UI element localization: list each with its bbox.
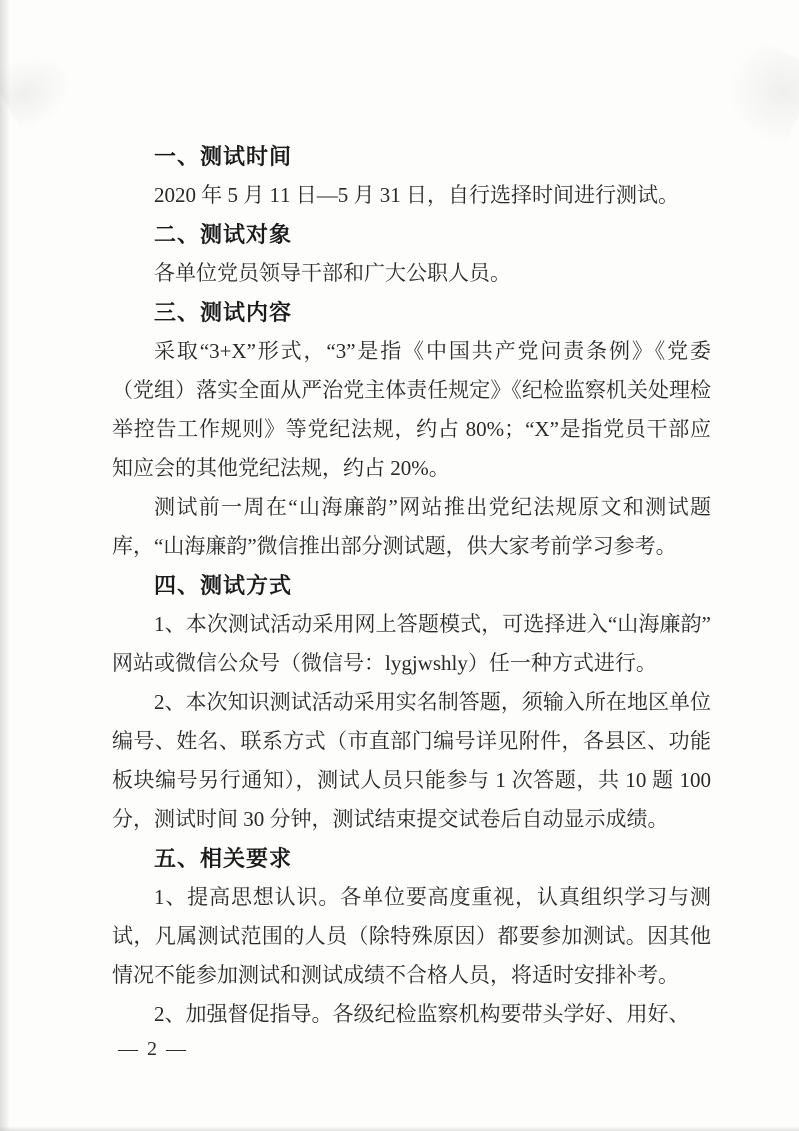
scan-smudge-top-left xyxy=(0,39,85,135)
paragraph-test-content-preview: 测试前一周在“山海廉韵”网站推出党纪法规原文和测试题库，“山海廉韵”微信推出部分测试题，供大家考前学习参考。 xyxy=(112,495,711,558)
scan-edge-shadow-bottom xyxy=(0,1126,799,1131)
paragraph-test-method-online: 1、本次测试活动采用网上答题模式，可选择进入“山海廉韵”网站或微信公众号（微信号：lygjwshly）任一种方式进行。 xyxy=(112,612,711,675)
paragraph-test-time: 2020 年 5 月 11 日—5 月 31 日，自行选择时间进行测试。 xyxy=(154,183,679,207)
section-heading-test-content: 三、测试内容 xyxy=(154,300,293,325)
paragraph-requirement-awareness: 1、提高思想认识。各单位要高度重视，认真组织学习与测试，凡属测试范围的人员（除特殊原因）都要参加测试。因其他情况不能参加测试和测试成绩不合格人员，将适时安排补考。 xyxy=(112,885,711,987)
paragraph-test-method-realname: 2、本次知识测试活动采用实名制答题，须输入所在地区单位编号、姓名、联系方式（市直部门编号详见附件，各县区、功能板块编号另行通知），测试人员只能参与 1 次答题，共 10 题 100 分，测试时间 30 分钟，测试结束提交试卷后自动显示成绩。 xyxy=(112,690,711,831)
page-number: — 2 — xyxy=(118,1038,188,1060)
section-heading-test-target: 二、测试对象 xyxy=(154,222,293,247)
paragraph-test-target: 各单位党员领导干部和广大公职人员。 xyxy=(154,261,511,285)
section-heading-requirements: 五、相关要求 xyxy=(154,846,293,871)
scan-edge-shadow-left xyxy=(0,0,10,1131)
document-body xyxy=(112,137,711,1034)
section-heading-test-time: 一、测试时间 xyxy=(154,144,293,169)
paragraph-requirement-supervision: 2、加强督促指导。各级纪检监察机构要带头学好、用好、 xyxy=(154,1002,690,1026)
paragraph-test-content-scope: 采取“3+X”形式，“3”是指《中国共产党问责条例》《党委（党组）落实全面从严治党主体责任规定》《纪检监察机关处理检举控告工作规则》等党纪法规，约占 80%；“X”是指党员干部应知应会的其他党纪法规，约占 20%。 xyxy=(112,339,711,480)
scan-smudge-top-right xyxy=(710,35,799,150)
section-heading-test-method: 四、测试方式 xyxy=(154,573,293,598)
